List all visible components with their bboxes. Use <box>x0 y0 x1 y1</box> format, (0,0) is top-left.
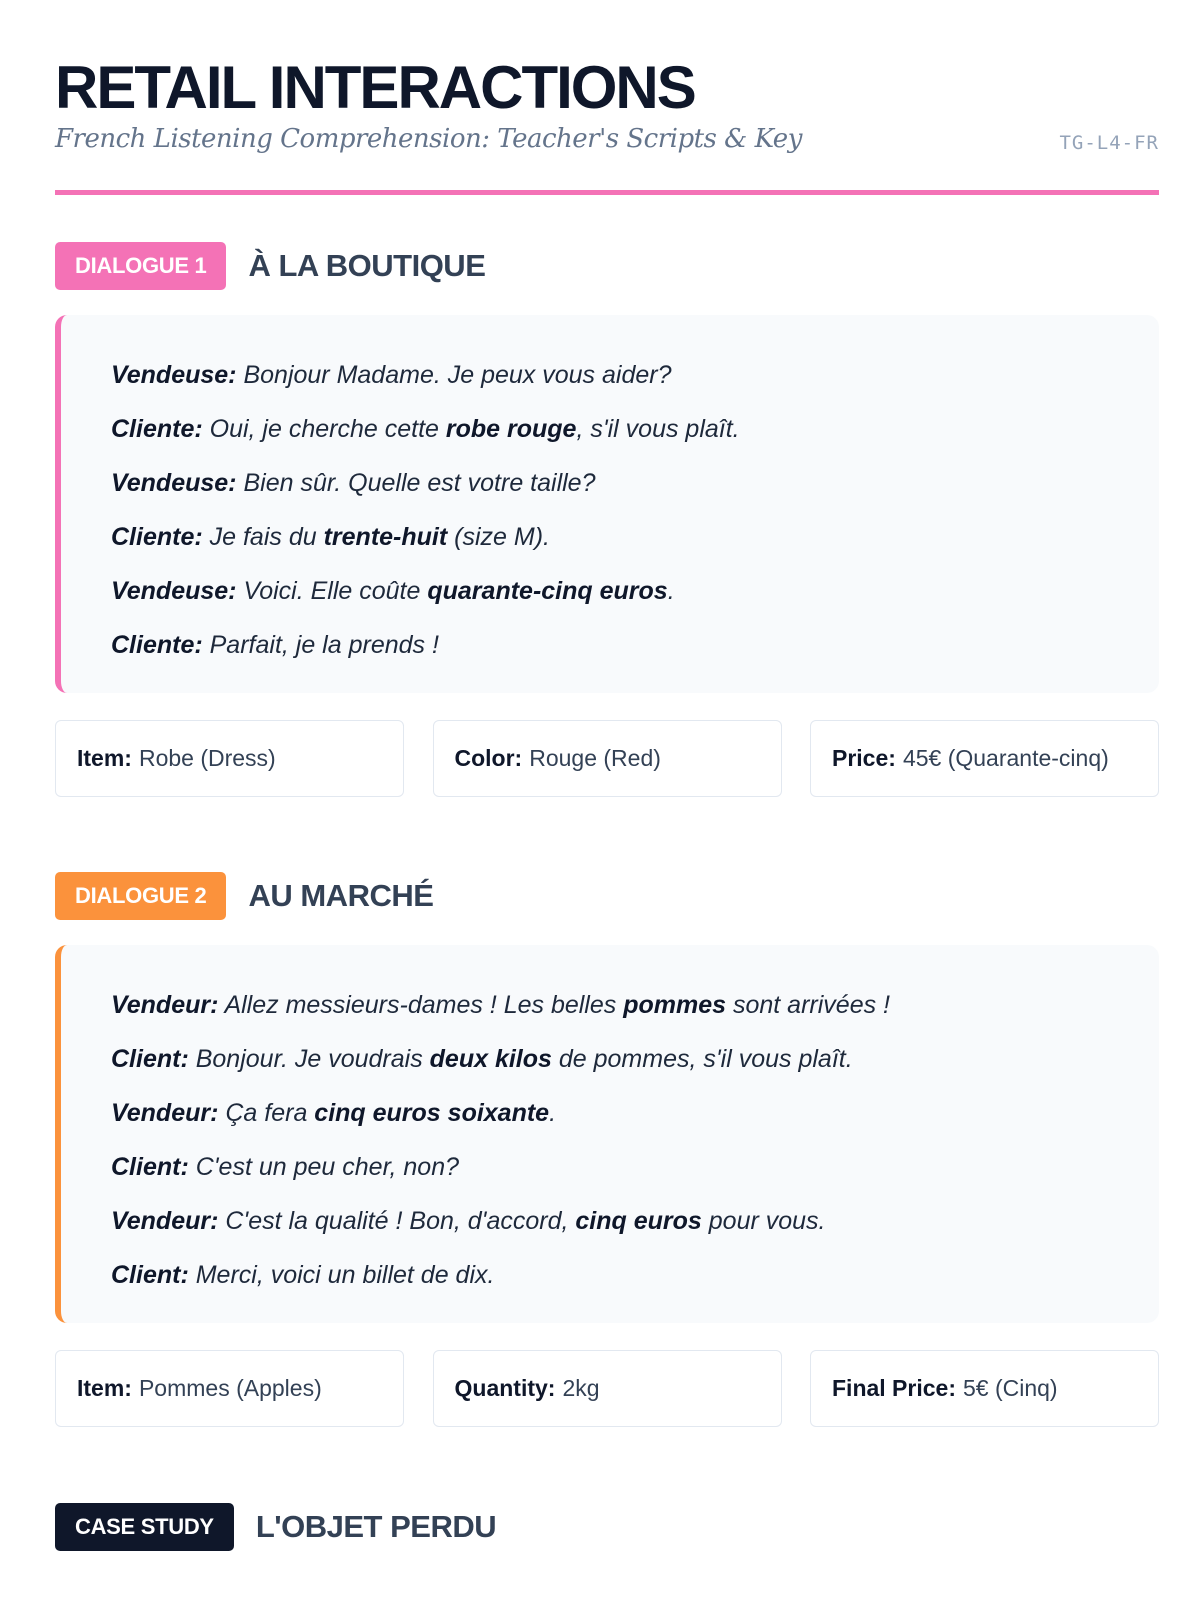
speaker-label: Client: <box>111 1153 189 1181</box>
line-keyword: cinq euros soixante <box>314 1099 550 1127</box>
key-label: Quantity: <box>454 1375 556 1401</box>
speaker-label: Vendeuse: <box>111 469 237 497</box>
line-text-end: . <box>549 1099 557 1127</box>
line-text: Allez messieurs-dames ! Les belles <box>218 991 624 1019</box>
speaker-label: Client: <box>111 1261 189 1289</box>
script-line <box>111 409 1111 463</box>
line-text: Bien sûr. Quelle est votre taille? <box>236 469 596 497</box>
line-keyword: pommes <box>623 991 727 1019</box>
page-header <box>55 0 1159 195</box>
line-text: C'est la qualité ! Bon, d'accord, <box>218 1207 576 1235</box>
speaker-label: Cliente: <box>111 631 203 659</box>
speaker-label: Cliente: <box>111 523 203 551</box>
speaker-label: Vendeur: <box>111 991 219 1019</box>
line-text: Voici. Elle coûte <box>236 577 428 605</box>
script-line <box>111 1093 1111 1147</box>
answer-key-item <box>55 720 404 797</box>
answer-key-color <box>433 720 782 797</box>
key-value: Robe (Dress) <box>138 745 276 771</box>
dialogue-1-script <box>55 315 1159 693</box>
script-line <box>111 1255 1111 1309</box>
dialogue-2-title: AU MARCHÉ <box>248 878 434 913</box>
speaker-label: Vendeuse: <box>111 361 237 389</box>
script-line <box>111 463 1111 517</box>
line-text: Bonjour. Je voudrais <box>188 1045 430 1073</box>
script-line <box>111 355 1111 409</box>
line-text: Merci, voici un billet de dix. <box>188 1261 495 1289</box>
answer-key-final-price <box>810 1350 1159 1427</box>
key-label: Item: <box>77 745 132 771</box>
line-keyword: robe rouge <box>445 415 577 443</box>
script-line <box>111 625 1111 679</box>
dialogue-1-heading <box>55 242 485 290</box>
line-text: Oui, je cherche cette <box>202 415 446 443</box>
script-line <box>111 985 1111 1039</box>
dialogue-2-script <box>55 945 1159 1323</box>
dialogue-1-answer-key <box>55 720 1159 797</box>
key-label: Final Price: <box>832 1375 956 1401</box>
script-line <box>111 517 1111 571</box>
line-keyword: trente-huit <box>323 523 448 551</box>
line-text: Ça fera <box>218 1099 315 1127</box>
speaker-label: Vendeur: <box>111 1099 219 1127</box>
line-keyword: cinq euros <box>575 1207 702 1235</box>
key-value: 5€ (Cinq) <box>962 1375 1058 1401</box>
line-text: Parfait, je la prends ! <box>202 631 439 659</box>
line-text-end: pour vous. <box>701 1207 826 1235</box>
speaker-label: Vendeuse: <box>111 577 237 605</box>
line-text-end: de pommes, s'il vous plaît. <box>551 1045 853 1073</box>
document-code: TG-L4-FR <box>1059 132 1159 154</box>
key-value: 2kg <box>562 1375 600 1401</box>
key-label: Color: <box>454 745 523 771</box>
key-value: Pommes (Apples) <box>138 1375 322 1401</box>
script-line <box>111 1039 1111 1093</box>
key-label: Item: <box>77 1375 132 1401</box>
key-value: 45€ (Quarante-cinq) <box>902 745 1109 771</box>
speaker-label: Client: <box>111 1045 189 1073</box>
key-value: Rouge (Red) <box>529 745 661 771</box>
answer-key-item <box>55 1350 404 1427</box>
answer-key-price <box>810 720 1159 797</box>
line-keyword: deux kilos <box>429 1045 552 1073</box>
page-subtitle: French Listening Comprehension: Teacher's Scripts & Key <box>55 124 802 154</box>
line-text-end: , s'il vous plaît. <box>576 415 740 443</box>
dialogue-1-title: À LA BOUTIQUE <box>248 248 486 283</box>
line-text-end: sont arrivées ! <box>726 991 890 1019</box>
line-text: Bonjour Madame. Je peux vous aider? <box>236 361 672 389</box>
line-keyword: quarante-cinq euros <box>427 577 668 605</box>
case-study-heading <box>55 1503 496 1551</box>
page-title: RETAIL INTERACTIONS <box>55 54 695 121</box>
script-line <box>111 1201 1111 1255</box>
dialogue-1-badge: DIALOGUE 1 <box>55 242 226 290</box>
dialogue-2-answer-key <box>55 1350 1159 1427</box>
script-line <box>111 571 1111 625</box>
line-text-end: . <box>667 577 675 605</box>
line-text-end: (size M). <box>447 523 550 551</box>
key-label: Price: <box>832 745 896 771</box>
line-text: Je fais du <box>202 523 324 551</box>
dialogue-2-heading <box>55 872 433 920</box>
speaker-label: Cliente: <box>111 415 203 443</box>
case-study-title: L'OBJET PERDU <box>255 1509 497 1544</box>
line-text: C'est un peu cher, non? <box>188 1153 460 1181</box>
dialogue-2-badge: DIALOGUE 2 <box>55 872 226 920</box>
script-line <box>111 1147 1111 1201</box>
worksheet-page <box>55 0 1159 1544</box>
answer-key-quantity <box>433 1350 782 1427</box>
speaker-label: Vendeur: <box>111 1207 219 1235</box>
case-study-badge: CASE STUDY <box>55 1503 234 1551</box>
